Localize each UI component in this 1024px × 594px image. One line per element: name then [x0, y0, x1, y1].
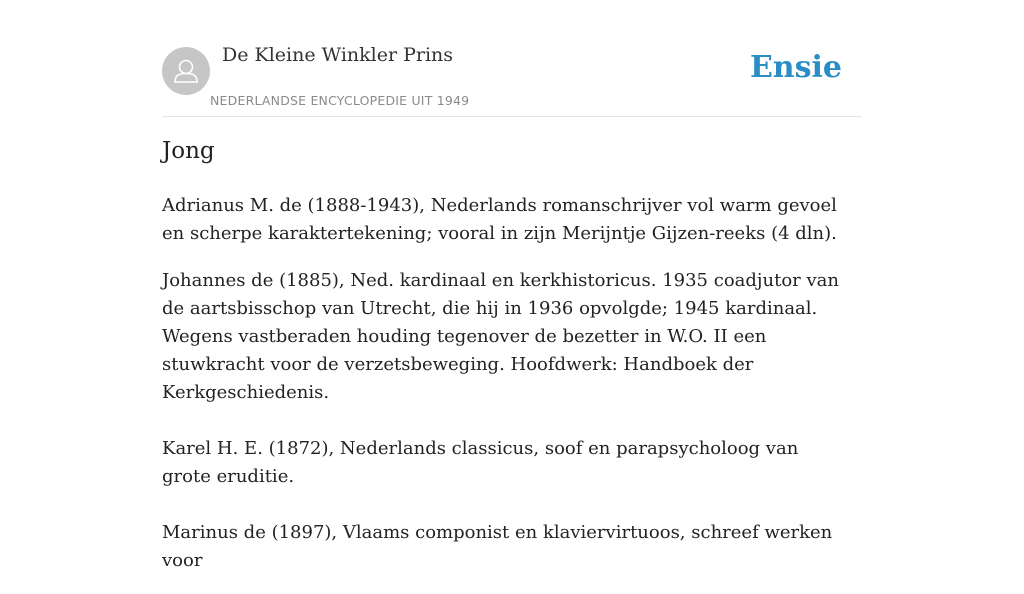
source-subtitle: NEDERLANDSE ENCYCLOPEDIE UIT 1949	[210, 93, 470, 108]
entry-title: Jong	[162, 138, 215, 164]
user-avatar-icon[interactable]	[162, 47, 210, 95]
header	[162, 0, 862, 117]
entry-content	[162, 192, 852, 594]
brand-logo[interactable]: Ensie	[749, 50, 842, 85]
entry-paragraph: Johannes de (1885), Ned. kardinaal en kerkhistoricus. 1935 coadjutor van de aartsbisschop van Utrecht, die hij in 1936 opvolgde; 1945 kardinaal. Wegens vastberaden houding tegenover de bezetter in W.O. II een stuwkracht voor de verzetsbeweging. Hoofdwerk: Handboek der Kerkgeschiedenis.	[162, 270, 839, 403]
source-title[interactable]: De Kleine Winkler Prins	[222, 44, 454, 66]
entry-paragraph: Marinus de (1897), Vlaams componist en klaviervirtuoos, schreef werken voor	[162, 522, 833, 571]
entry-paragraph: Karel H. E. (1872), Nederlands classicus, soof en parapsycholoog van grote eruditie.	[162, 438, 799, 487]
entry-paragraph: Adrianus M. de (1888-1943), Nederlands romanschrijver vol warm gevoel en scherpe karaktertekening; vooral in zijn Merijntje Gijzen-reeks (4 dln).	[162, 195, 837, 244]
